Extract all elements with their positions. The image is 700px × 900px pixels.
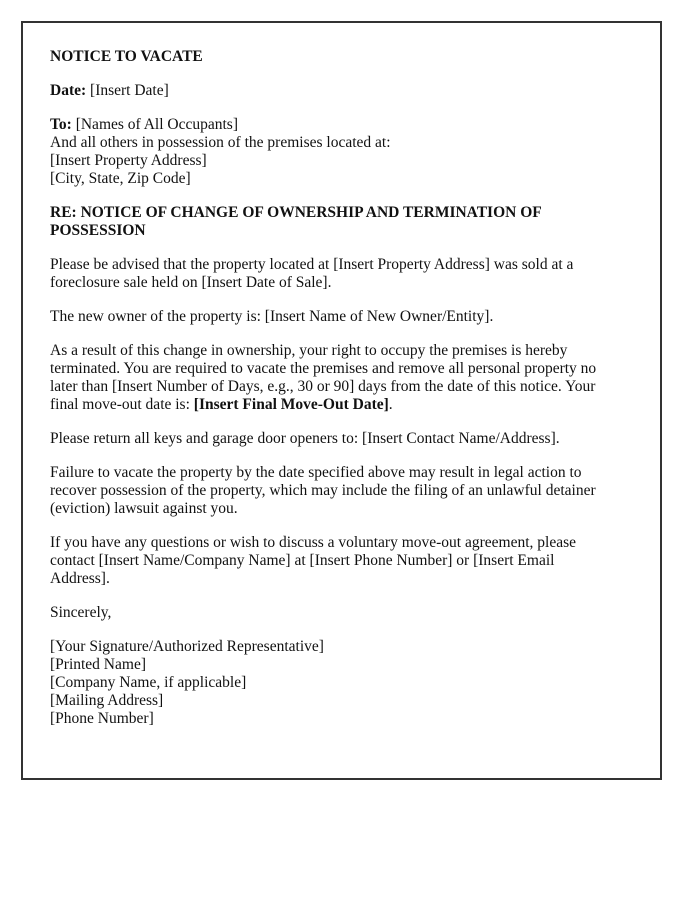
paragraph-line: As a result of this change in ownership, your right to occupy the premises is hereby [50,342,568,359]
city-state-zip-line: [City, State, Zip Code] [50,170,191,187]
paragraph-line: later than [Insert Number of Days, e.g., 30 or 90] days from the date of this notice. Your [50,378,596,395]
date-value: [Insert Date] [86,82,169,99]
signature-block [50,638,630,728]
paragraph-line: Please be advised that the property located at [Insert Property Address] was sold at a [50,256,574,273]
paragraph-failure-warning [50,464,630,518]
closing-line: Sincerely, [50,604,112,621]
paragraph-line: The new owner of the property is: [Insert Name of New Owner/Entity]. [50,308,494,325]
re-heading [50,204,630,240]
to-label: To: [50,116,72,133]
recipient-block [50,116,630,188]
moveout-prefix: final move-out date is: [50,396,194,413]
moveout-suffix: . [388,396,393,413]
paragraph-keys-return [50,430,630,448]
signature-line: [Phone Number] [50,710,154,727]
paragraph-line: Failure to vacate the property by the date specified above may result in legal action to [50,464,582,481]
paragraph-new-owner [50,308,630,326]
paragraph-line-moveout [50,396,630,414]
signature-line: [Company Name, if applicable] [50,674,247,691]
property-address-line: [Insert Property Address] [50,152,207,169]
re-heading-line: RE: NOTICE OF CHANGE OF OWNERSHIP AND TERMINATION OF [50,204,542,221]
to-value: [Names of All Occupants] [71,116,238,133]
date-line [50,82,630,100]
signature-line: [Mailing Address] [50,692,164,709]
paragraph-line: contact [Insert Name/Company Name] at [Insert Phone Number] or [Insert Email [50,552,555,569]
paragraph-line: terminated. You are required to vacate the premises and remove all personal property no [50,360,597,377]
letter-page [21,21,662,780]
date-label: Date: [50,82,87,99]
to-line [50,116,630,134]
signature-line: [Printed Name] [50,656,146,673]
paragraph-line: If you have any questions or wish to discuss a voluntary move-out agreement, please [50,534,577,551]
paragraph-line: Address]. [50,570,110,587]
paragraph-line: Please return all keys and garage door openers to: [Insert Contact Name/Address]. [50,430,560,447]
signature-line: [Your Signature/Authorized Representative] [50,638,324,655]
paragraph-sold-notice [50,256,630,292]
paragraph-contact-info [50,534,630,588]
paragraph-line: foreclosure sale held on [Insert Date of Sale]. [50,274,332,291]
moveout-date-placeholder: [Insert Final Move-Out Date] [193,396,389,413]
paragraph-line: (eviction) lawsuit against you. [50,500,238,517]
paragraph-line: recover possession of the property, which may include the filing of an unlawful detainer [50,482,596,499]
re-heading-line: POSSESSION [50,222,146,239]
letter-title: NOTICE TO VACATE [50,48,203,65]
recipients-others-line: And all others in possession of the premises located at: [50,134,391,151]
paragraph-termination [50,342,630,414]
